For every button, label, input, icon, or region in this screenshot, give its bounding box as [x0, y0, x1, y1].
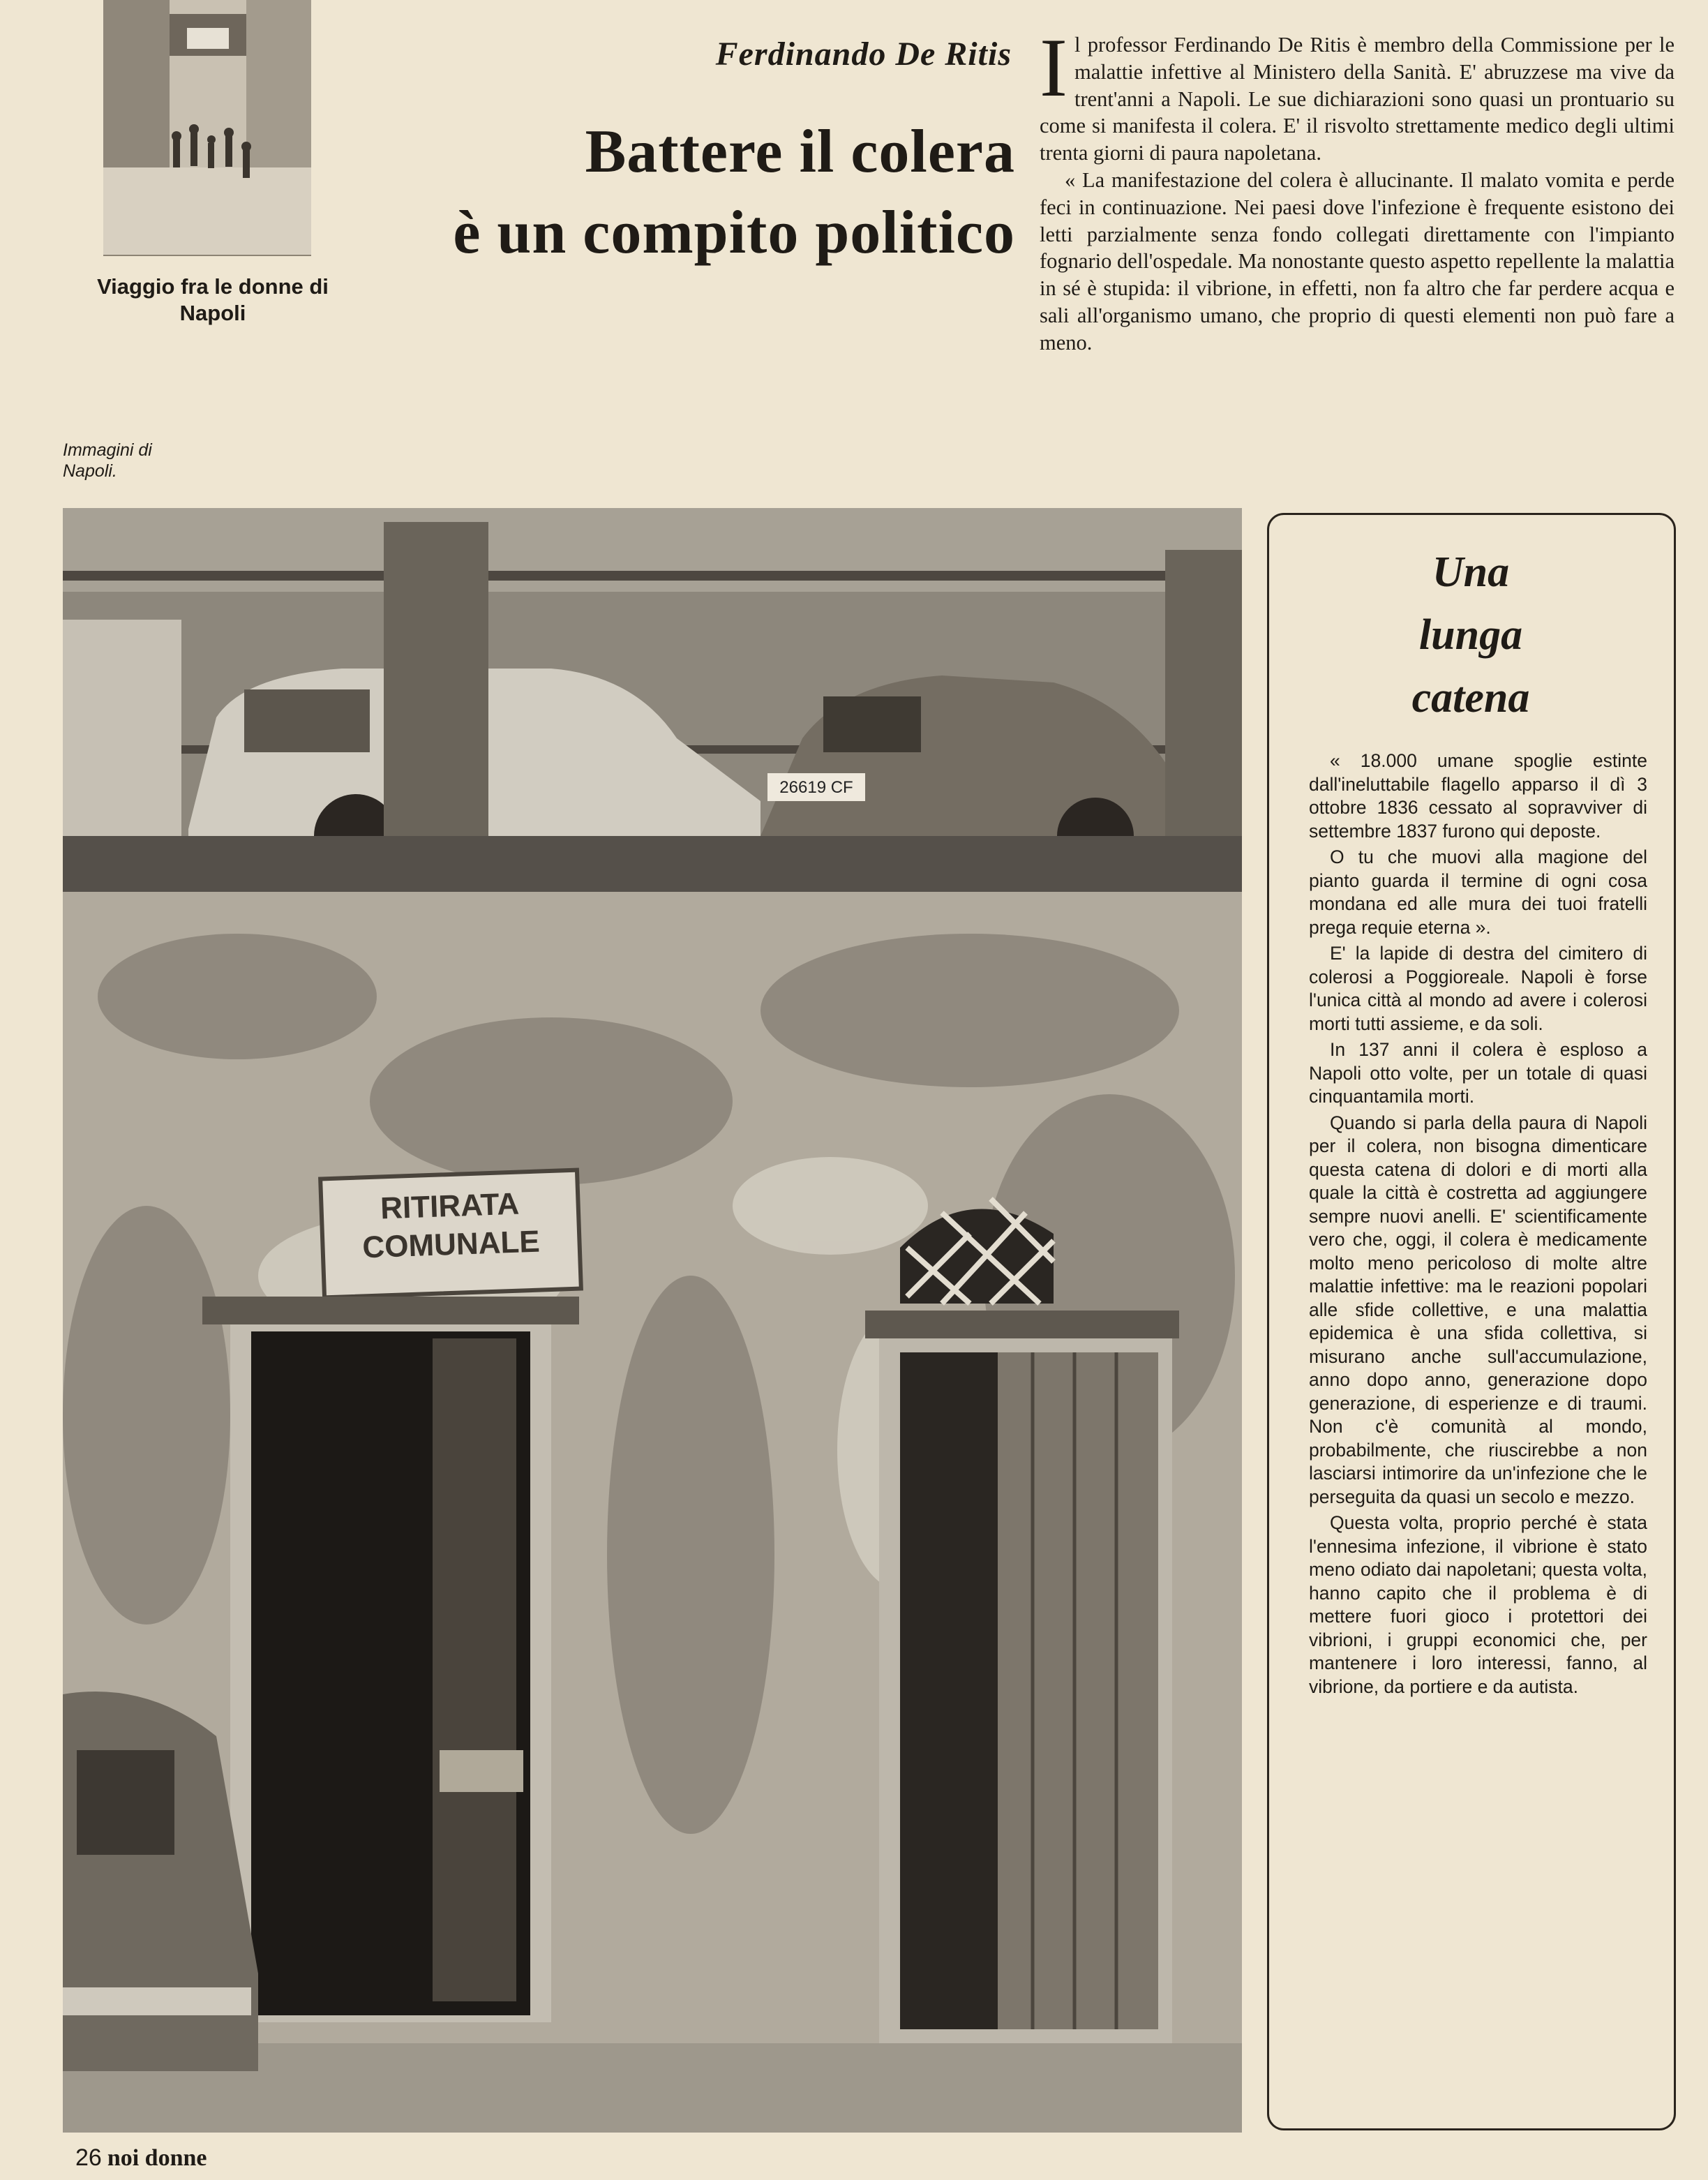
car-license-plate: 26619 CF	[779, 778, 853, 797]
sidebar-title-line-2: lunga	[1418, 611, 1523, 659]
thumbnail-caption: Viaggio fra le donne di Napoli	[97, 274, 329, 325]
sidebar-paragraph: In 137 anni il colera è esploso a Napoli otto volte, per un totale di quasi cinquantamila morti.	[1309, 1039, 1647, 1107]
magazine-name: noi donne	[107, 2145, 207, 2171]
headline-line-2: è un compito politico	[453, 199, 1015, 267]
drop-cap: I	[1040, 21, 1068, 114]
street-thumbnail-photo	[103, 0, 311, 256]
page-number: 26	[75, 2144, 102, 2171]
sidebar-paragraph: Quando si parla della paura di Napoli per il colera, non bisogna dimenticare questa catena di dolori e di morti alla quale la città è costretta ad aggiungere sempre nuovi anelli. E' scientificamente vero che, oggi, il colera è medicamente molto meno pericoloso di molte altre malattie infettive: ma le reazioni popolari alle sfide collettive, e una malattia epidemica è una sfida collettiva, si misurano anche sull'accumulazione, anno dopo anno, generazione dopo generazione, di esperienze e di traumi. Non c'è comunità al mondo, probabilmente, che riuscirebbe a non lasciarsi intimorire da un'infezione che le perseguita da quasi un secolo e mezzo.	[1309, 1112, 1647, 1507]
sign-line-1: RITIRATA	[380, 1186, 520, 1226]
intro-paragraph-1	[1040, 21, 1675, 167]
article-intro	[1040, 21, 1675, 357]
sign-line-2: COMUNALE	[361, 1224, 541, 1265]
sidebar-paragraph: E' la lapide di destra del cimitero di colerosi a Poggioreale. Napoli è forse l'unica città al mondo ad avere i colerosi morti tutti assieme, e da soli.	[1309, 943, 1647, 1034]
sidebar-paragraph: Questa volta, proprio perché è stata l'ennesima infezione, il vibrione è stato meno odiato dai napoletani; questa volta, hanno capito che il problema è di mettere fuori gioco i protettori dei vibrioni, i gruppi economici che, per mantenere i loro interessi, fanno, al vibrione, da portiere e da autista.	[1309, 1512, 1647, 1697]
headline-line-1: Battere il colera	[585, 118, 1015, 186]
intro-paragraph-1-text: l professor Ferdinando De Ritis è membro della Commissione per le malattie infettive al Ministero della Sanità. E' abruzzese ma vive da trent'anni a Napoli. Le sue dichiarazioni sono quasi un prontuario su come si manifesta il colera. E' il risvolto strettamente medico degli ultimi trenta giorni di paura napoletana.	[1040, 33, 1675, 165]
images-caption: Immagini di Napoli.	[63, 440, 152, 481]
byline: Ferdinando De Ritis	[715, 36, 1012, 73]
sidebar-title-line-3: catena	[1411, 674, 1530, 722]
page-footer	[75, 2144, 207, 2172]
sidebar-paragraph: « 18.000 umane spoglie estinte dall'ineluttabile flagello apparso il dì 3 ottobre 1836 cessato al sopravviver di settembre 1837 furono qui deposte.	[1309, 750, 1647, 842]
intro-paragraph-2: « La manifestazione del colera è allucinante. Il malato vomita e perde feci in continuazione. Nei paesi dove l'infezione è frequente esistono dei letti parzialmente senza fondo collegati direttamente con l'impianto fognario dell'ospedale. Ma nonostante questo aspetto repellente la malattia in sé è stupida: il vibrione, in effetti, non fa altro che far perdere acqua e sali all'organismo umano, che proprio di questi elementi non può fare a meno.	[1040, 167, 1675, 354]
main-photo-ritirata-comunale	[63, 508, 1242, 2133]
sidebar-paragraph: O tu che muovi alla magione del pianto guarda il termine di ogni cosa mondana ed alle mura dei tuoi fratelli prega requie eterna ».	[1309, 846, 1647, 938]
headline	[349, 112, 1015, 274]
sidebar-title-line-1: Una	[1432, 548, 1510, 596]
sidebar-body	[1309, 749, 1647, 1701]
sidebar-title	[1277, 541, 1665, 729]
